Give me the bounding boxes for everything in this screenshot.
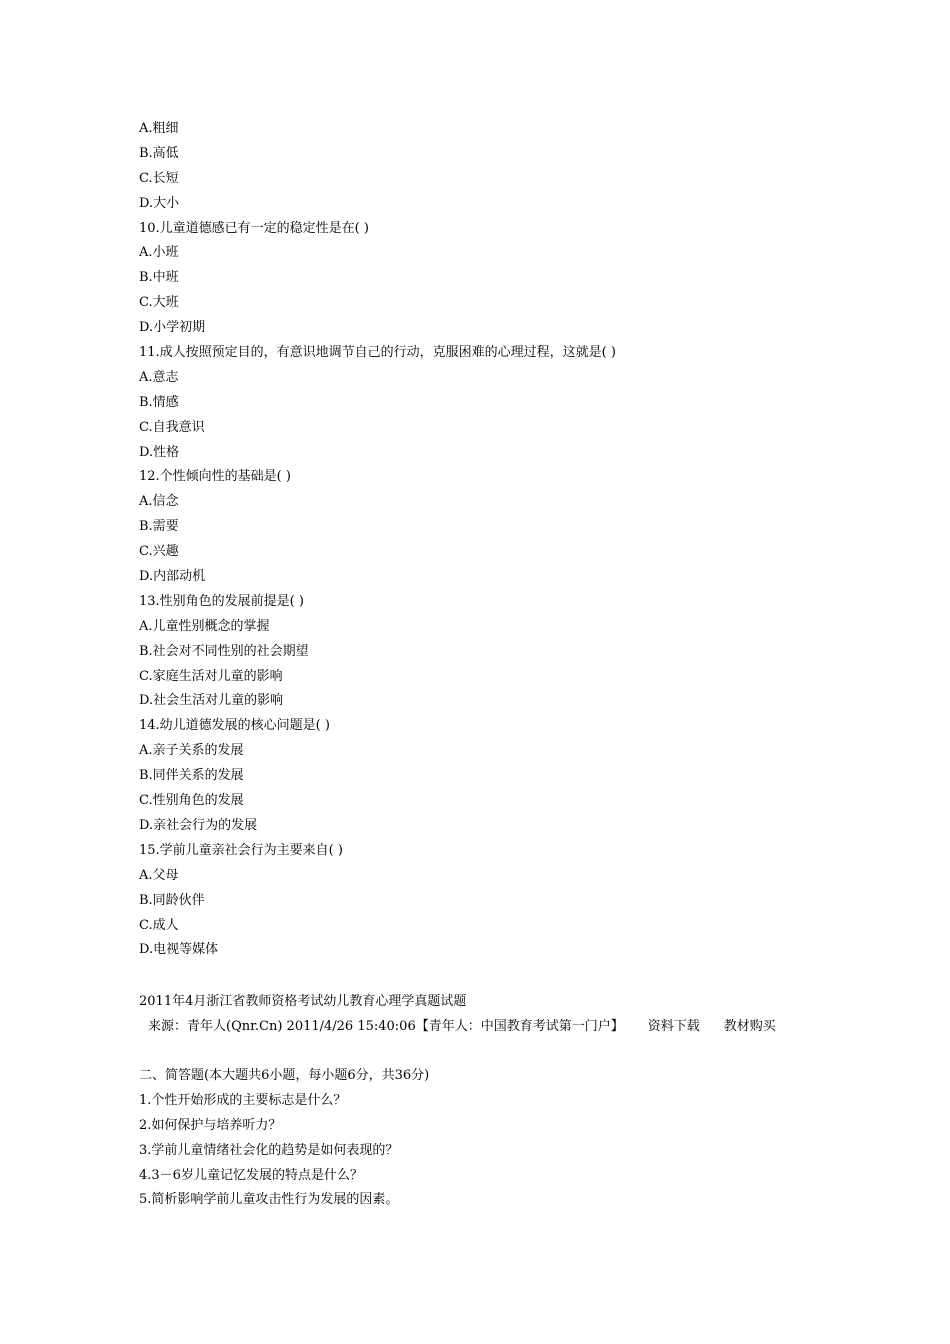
short-answer-section — [139, 1064, 839, 1213]
question-line: 15.学前儿童亲社会行为主要来自( ) — [139, 842, 343, 858]
option-line: D.电视等媒体 — [139, 942, 219, 958]
short-answer-question: 2.如何保护与培养听力？ — [139, 1117, 282, 1133]
option-line: A.小班 — [139, 245, 179, 261]
option-line: C.性别角色的发展 — [139, 793, 244, 809]
multiple-choice-section — [139, 117, 839, 963]
short-answer-question: 4.3－6岁儿童记忆发展的特点是什么？ — [139, 1167, 363, 1183]
question-line: 14.幼儿道德发展的核心问题是( ) — [139, 718, 330, 734]
buy-books-link[interactable]: 教材购买 — [723, 1018, 776, 1034]
option-line: B.高低 — [139, 145, 179, 161]
short-answer-question: 1.个性开始形成的主要标志是什么？ — [139, 1092, 347, 1108]
source-info-line — [139, 1015, 839, 1040]
option-line: C.自我意识 — [139, 419, 205, 435]
option-line: B.需要 — [139, 519, 179, 535]
question-line: 13.性别角色的发展前提是( ) — [139, 593, 304, 609]
option-line: C.长短 — [139, 170, 179, 186]
option-line: D.性格 — [139, 444, 180, 460]
option-line: D.社会生活对儿童的影响 — [139, 693, 284, 709]
option-line: D.小学初期 — [139, 320, 206, 336]
short-answer-question: 3.学前儿童情绪社会化的趋势是如何表现的？ — [139, 1142, 399, 1158]
option-line: A.儿童性别概念的掌握 — [139, 618, 270, 634]
short-answer-question: 5.简析影响学前儿童攻击性行为发展的因素。 — [139, 1192, 399, 1208]
option-line: B.同伴关系的发展 — [139, 768, 244, 784]
option-line: D.大小 — [139, 195, 180, 211]
option-line: B.中班 — [139, 270, 179, 286]
option-line: A.亲子关系的发展 — [139, 743, 244, 759]
option-line: C.家庭生活对儿童的影响 — [139, 668, 283, 684]
option-line: C.成人 — [139, 917, 179, 933]
download-link[interactable]: 资料下载 — [647, 1018, 700, 1034]
option-line: D.亲社会行为的发展 — [139, 817, 258, 833]
question-line: 12.个性倾向性的基础是( ) — [139, 469, 291, 485]
option-line: B.同龄伙伴 — [139, 892, 205, 908]
option-line: C.大班 — [139, 295, 179, 311]
option-line: A.粗细 — [139, 121, 179, 136]
source-text: 来源：青年人(Qnr.Cn) 2011/4/26 15:40:06【青年人：中国教育考试第一门户】 — [148, 1018, 624, 1034]
option-line: A.意志 — [139, 369, 179, 385]
option-line: B.情感 — [139, 394, 179, 410]
option-line: A.信念 — [139, 494, 179, 510]
option-line: A.父母 — [139, 867, 179, 883]
option-line: C.兴趣 — [139, 544, 179, 560]
question-line: 11.成人按照预定目的，有意识地调节自己的行动，克服困难的心理过程，这就是( ) — [139, 345, 616, 361]
article-header — [139, 990, 839, 1040]
option-line: B.社会对不同性别的社会期望 — [139, 643, 309, 659]
question-line: 10.儿童道德感已有一定的稳定性是在( ) — [139, 220, 369, 236]
page-title: 2011年4月浙江省教师资格考试幼儿教育心理学真题试题 — [139, 994, 467, 1009]
option-line: D.内部动机 — [139, 569, 206, 585]
section-heading: 二、简答题(本大题共6小题，每小题6分，共36分) — [139, 1068, 430, 1083]
